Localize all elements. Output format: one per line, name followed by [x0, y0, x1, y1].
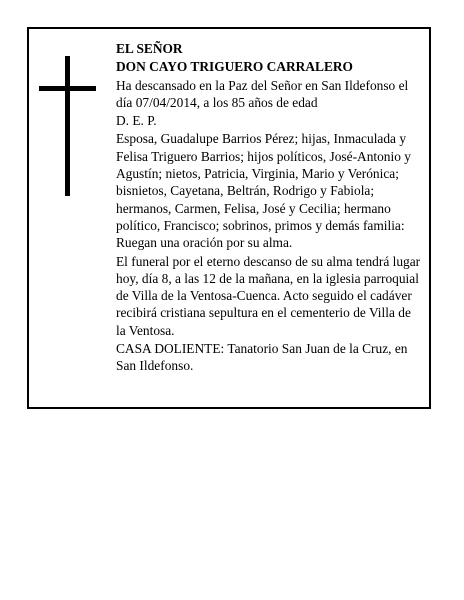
- deceased-name: DON CAYO TRIGUERO CARRALERO: [116, 59, 353, 75]
- title-line-1: EL SEÑOR: [116, 41, 183, 56]
- funeral-details: El funeral por el eterno descanso de su alma tendrá lugar hoy, día 8, a las 12 de la mañana, en la iglesia parroquial de Villa de la Ventosa-Cuenca. Acto seguido el cadáver recibirá cristiana sepultura en el cementerio de Villa de la Ventosa.: [116, 253, 421, 338]
- cross-icon-vertical-bar: [65, 56, 70, 196]
- cross-icon-horizontal-bar: [39, 86, 96, 91]
- obituary-notice: [27, 27, 431, 409]
- casa-doliente: CASA DOLIENTE: Tanatorio San Juan de la Cruz, en San Ildefonso.: [116, 341, 408, 374]
- dep-abbreviation: D. E. P.: [116, 113, 157, 129]
- family-list: Esposa, Guadalupe Barrios Pérez; hijas, Inmaculada y Felisa Triguero Barrios; hijos políticos, José-Antonio y Agustín; nietos, Patricia, Virginia, Mario y Verónica; bisnietos, Cayetana, Beltrán, Rodrigo y Fabiola; hermanos, Carmen, Felisa, José y Cecilia; hermano político, Francisco; sobrinos, primos y demás familia: Ruegan una oración por su alma.: [116, 131, 411, 251]
- death-statement: Ha descansado en la Paz del Señor en San Ildefonso el día 07/04/2014, a los 85 años de edad: [116, 77, 409, 110]
- notice-text: [116, 40, 421, 376]
